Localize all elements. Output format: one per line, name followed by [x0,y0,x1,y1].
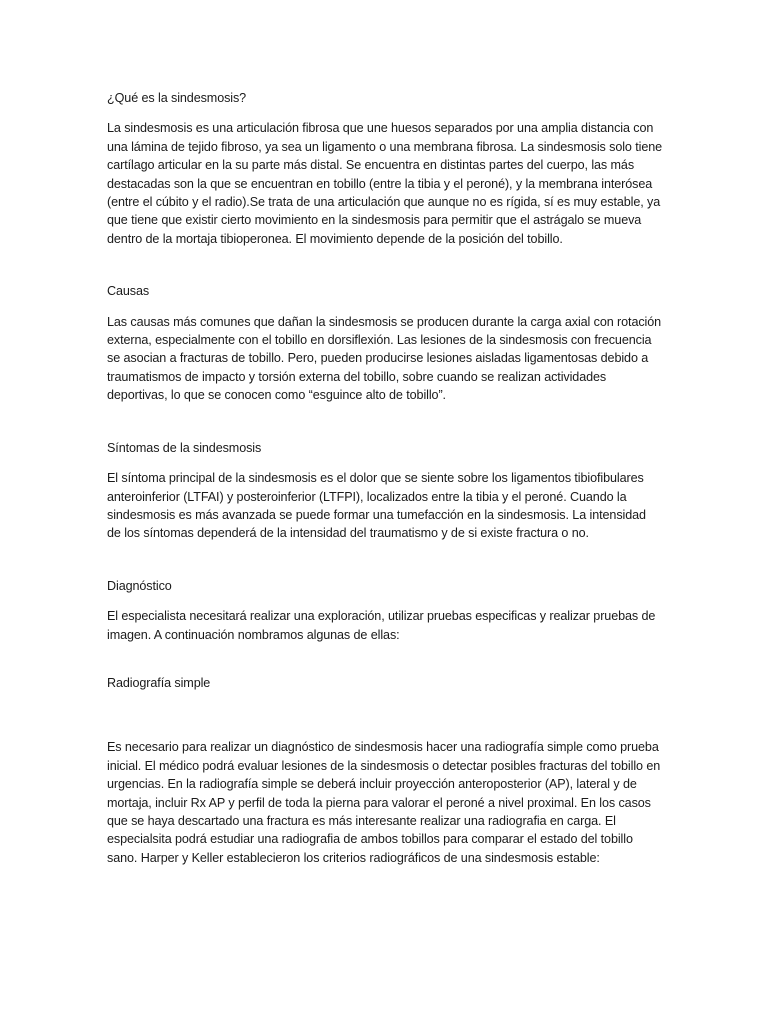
section-paragraph-causas: Las causas más comunes que dañan la sindesmosis se producen durante la carga axial con rotación externa, especialmente con el tobillo en dorsiflexión. Las lesiones de la sindesmosis con frecuencia se asocian a fracturas de tobillo. Pero, pueden producirse lesiones aisladas ligamentosas debido a traumatismos de impacto y torsión externa del tobillo, sobre cuando se realizan actividades deportivas, lo que se conocen como “esguince alto de tobillo”. [107,314,662,403]
section-paragraph-diagnostico: El especialista necesitará realizar una exploración, utilizar pruebas especificas y realizar pruebas de imagen. A continuación nombramos algunas de ellas: [107,609,656,642]
section-heading-diagnostico: Diagnóstico [107,578,172,593]
section-paragraph-radiografia: Es necesario para realizar un diagnóstico de sindesmosis hacer una radiografía simple como prueba inicial. El médico podrá evaluar lesiones de la sindesmosis o detectar posibles fracturas del tobillo en urgencias. En la radiografía simple se deberá incluir proyección anteroposterior (AP), lateral y de mortaja, incluir Rx AP y perfil de toda la pierna para valorar el peroné a nivel proximal. En los casos que se haya descartado una fractura es más interesante realizar una radiografia en carga. El especialsita podrá estudiar una radiografia de ambos tobillos para comparar el estado del tobillo sano. Harper y Keller establecieron los criterios radiográficos de una sindesmosis estable: [107,740,661,865]
section-heading-que-es: ¿Qué es la sindesmosis? [107,91,247,105]
section-heading-sintomas: Síntomas de la sindesmosis [107,440,262,455]
section-heading-radiografia: Radiografía simple [107,675,211,690]
section-heading-causas: Causas [107,284,150,299]
section-paragraph-sintomas: El síntoma principal de la sindesmosis es el dolor que se siente sobre los ligamentos tibiofibulares anteroinferior (LTFAI) y posteroinferior (LTFPI), localizados entre la tibia y el peroné. Cuando la sindesmosis es más avanzada se puede formar una tumefacción en la sindesmosis. La intensidad de los síntomas dependerá de la intensidad del traumatismo y de si existe fractura o no. [107,471,646,541]
document-page [107,89,663,867]
section-paragraph-que-es: La sindesmosis es una articulación fibrosa que une huesos separados por una amplia distancia con una lámina de tejido fibroso, ya sea un ligamento o una membrana fibrosa. La sindesmosis solo tiene cartílago articular en la su parte más distal. Se encuentra en distintas partes del cuerpo, las más destacadas son la que se encuentran en tobillo (entre la tibia y el peroné), y la membrana interósea (entre el cúbito y el radio).Se trata de una articulación que aunque no es rígida, sí es muy estable, ya que tiene que existir cierto movimiento en la sindesmosis para permitir que el astrágalo se mueva dentro de la mortaja tibioperonea. El movimiento depende de la posición del tobillo. [107,121,663,246]
